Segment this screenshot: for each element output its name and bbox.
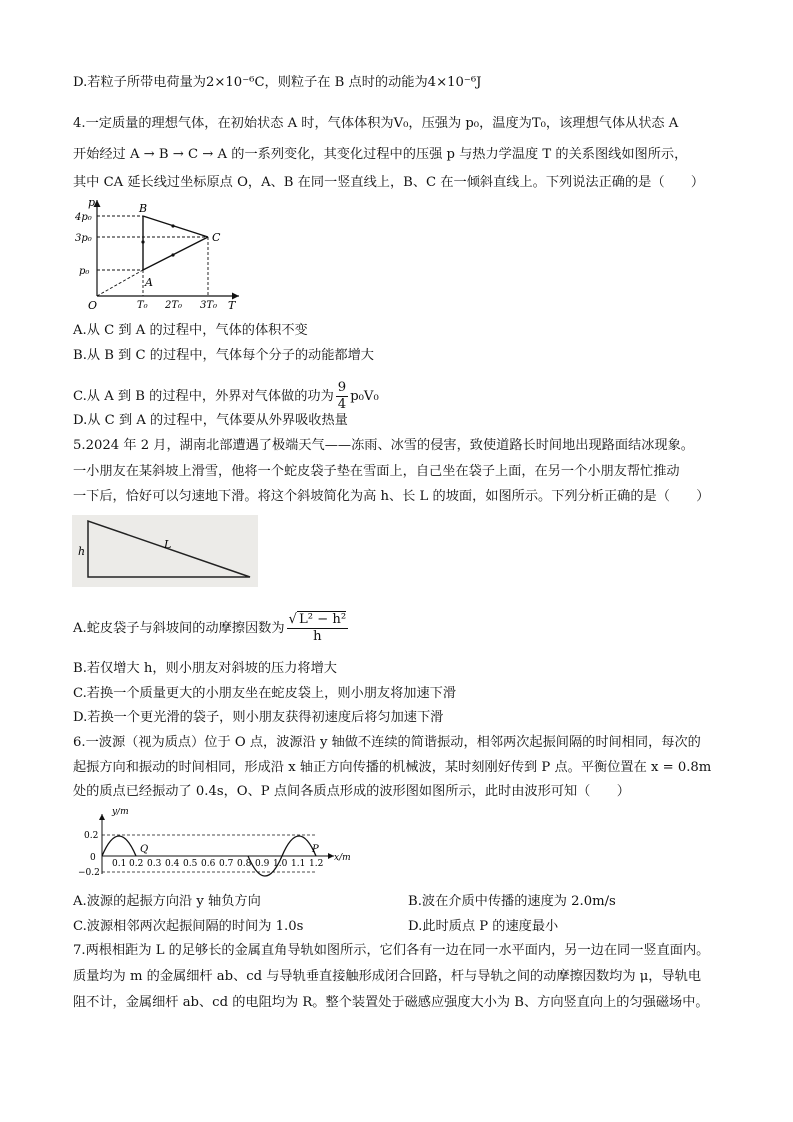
q5-label-l: L [164,538,172,551]
q5-slope-figure [72,515,258,587]
q6-stem-line-2: 起振方向和振动的时间相同，形成沿 x 轴正方向传播的机械波，某时刻刚好传到 P 点。平衡位置在 x = 0.8m [73,760,712,775]
q4-xtick-3t0: 3T₀ [200,300,218,311]
q4-x-label: T [228,299,236,312]
q5-label-h: h [78,545,86,558]
q6-ytick-pos: 0.2 [84,831,99,841]
q5-stem-line-1: 5.2024 年 2 月，湖南北部遭遇了极端天气——冻雨、冰雪的侵害，致使道路长时间地出现路面结冰现象。 [73,438,694,453]
q4-option-a: A.从 C 到 A 的过程中，气体的体积不变 [73,323,308,338]
q6-xtick-0.7: 0.7 [219,859,234,869]
q6-point-q: Q [140,844,149,855]
q6-stem-line-3: 处的质点已经振动了 0.4s，O、P 点间各质点形成的波形图如图所示，此时由波形可知（ ） [73,784,630,799]
q4-ytick-3p0: 3p₀ [75,233,92,244]
q6-xtick-0.5: 0.5 [183,859,198,869]
q6-xtick-1.2: 1.2 [309,859,324,869]
q4-option-b: B.从 B 到 C 的过程中，气体每个分子的动能都增大 [73,348,374,363]
q4-line-bc [143,216,208,237]
q7-stem-line-2: 质量均为 m 的金属细杆 ab、cd 与导轨垂直接触形成闭合回路，杆与导轨之间的动摩擦因数均为 μ，导轨电 [73,969,702,984]
q6-xtick-1.0: 1.0 [273,859,288,869]
q6-option-d: D.此时质点 P 的速度最小 [408,919,559,934]
q6-x-label: x/m [334,853,351,863]
q4-point-a: A [145,276,153,289]
q4-option-c-fraction: $\frac{9}{4}$ [337,380,347,412]
q5-option-d: D.若换一个更光滑的袋子，则小朋友获得初速度后将匀加速下滑 [73,710,444,725]
q4-xtick-2t0: 2T₀ [165,300,183,311]
q6-xtick-0.3: 0.3 [147,859,162,869]
q4-pt-graph [73,196,253,316]
q4-option-c: C.从 A 到 B 的过程中，外界对气体做的功为 $\frac{9}{4}$ p₀V₀ [73,380,379,412]
q5-option-a: A.蛇皮袋子与斜坡间的动摩擦因数为 $\frac{\text{√ L² − h²}}{h}$ [73,612,347,644]
q5-stem-line-2: 一小朋友在某斜坡上滑雪，他将一个蛇皮袋子垫在雪面上，自己坐在袋子上面，在另一个小朋友帮忙推动 [73,464,680,479]
q5-stem-line-3: 一下后，恰好可以匀速地下滑。将这个斜坡简化为高 h、长 L 的坡面，如图所示。下列分析正确的是（ ） [73,489,710,504]
q6-xtick-0.6: 0.6 [201,859,216,869]
q4-option-d: D.从 C 到 A 的过程中，气体要从外界吸收热量 [73,413,348,428]
q6-stem-line-1: 6.一波源（视为质点）位于 O 点，波源沿 y 轴做不连续的简谐振动，相邻两次起振间隔的时间相同，每次的 [73,735,701,750]
q4-ytick-4p0: 4p₀ [75,212,92,223]
q4-point-c: C [212,231,221,244]
q7-stem-line-3: 阻不计，金属细杆 ab、cd 的电阻均为 R。整个装置处于磁感应强度大小为 B、方向竖直向上的匀强磁场中。 [73,995,709,1010]
q4-ytick-p0: p₀ [79,266,90,277]
q6-ytick-neg: −0.2 [78,868,100,878]
q4-stem-line-2: 开始经过 A → B → C → A 的一系列变化，其变化过程中的压强 p 与热力学温度 T 的关系图线如图所示， [73,147,688,162]
q5-option-b: B.若仅增大 h，则小朋友对斜坡的压力将增大 [73,661,337,676]
q6-y-label: y/m [112,808,129,817]
q4-stem-line-3: 其中 CA 延长线过坐标原点 O，A、B 在同一竖直线上，B、C 在一倾斜直线上。下列说法正确的是（ ） [73,175,705,190]
q5-option-c: C.若换一个质量更大的小朋友坐在蛇皮袋上，则小朋友将加速下滑 [73,686,457,701]
q6-wave-segment-1 [102,836,136,856]
q6-option-c: C.波源相邻两次起振间隔的时间为 1.0s [73,919,304,934]
q4-line-ca [143,237,208,270]
q6-xtick-1.1: 1.1 [291,859,306,869]
q5-option-a-fraction: $\frac{\text{√ L² − h²}}{h}$ [288,612,347,644]
q6-xtick-0.8: 0.8 [237,859,252,869]
q4-xtick-t0: T₀ [137,300,148,311]
q6-xtick-0.4: 0.4 [165,859,180,869]
q6-xtick-0.2: 0.2 [129,859,144,869]
q4-point-b: B [139,202,148,215]
q6-option-b: B.波在介质中传播的速度为 2.0m/s [408,894,616,909]
q4-stem-line-1: 4.一定质量的理想气体，在初始状态 A 时，气体体积为V₀，压强为 p₀，温度为T₀，该理想气体从状态 A [73,116,679,131]
q3-option-d: D.若粒子所带电荷量为2×10⁻⁶C，则粒子在 B 点时的动能为4×10⁻⁶J [73,75,482,90]
q6-ytick-zero: 0 [90,853,96,863]
q6-point-p: P [312,844,319,855]
q6-option-a: A.波源的起振方向沿 y 轴负方向 [73,894,261,909]
q6-xtick-0.9: 0.9 [255,859,270,869]
q4-y-label: p [88,196,96,209]
q7-stem-line-1: 7.两根相距为 L 的足够长的金属直角导轨如图所示，它们各有一边在同一水平面内，另一边在同一竖直面内。 [73,943,710,958]
q4-origin: O [88,299,98,312]
q6-wave-graph [72,808,362,880]
q6-xtick-0.1: 0.1 [112,859,127,869]
